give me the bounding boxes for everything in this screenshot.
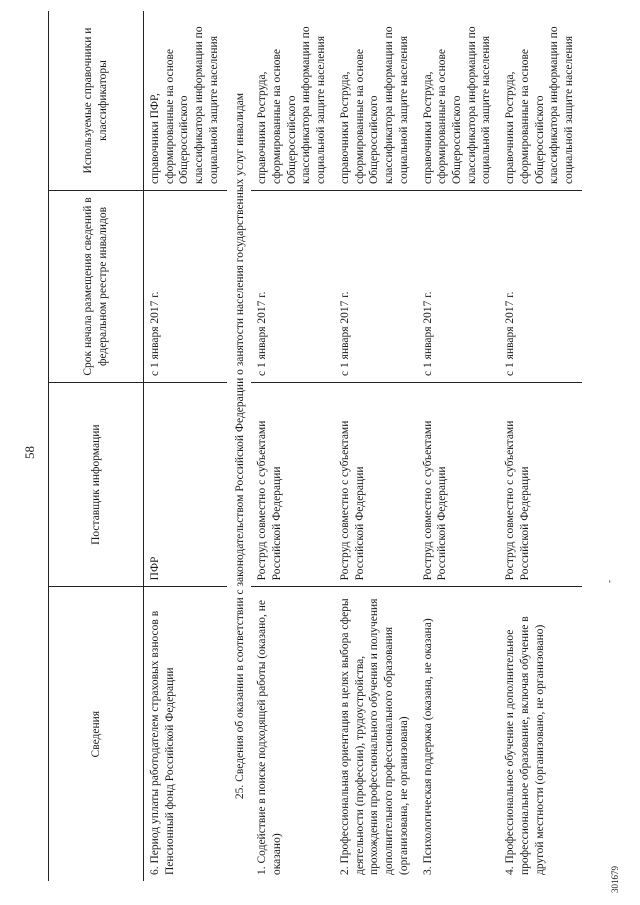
cell-start-date: с 1 января 2017 г. <box>417 191 500 383</box>
cell-references: справочники Роструда, сформированные на основе Общероссийского классификатора информации по социальной защите населения <box>499 11 582 191</box>
table-row <box>499 11 582 881</box>
data-table <box>48 11 582 881</box>
section-title: 25. Сведения об оказании в соответствии с законодательством Российской Федерации о занятости населения государственных услуг инвалидам <box>233 92 246 800</box>
table-header-row <box>49 11 144 881</box>
table-row <box>334 11 417 881</box>
table-row <box>417 11 500 881</box>
page-number: 58 <box>22 446 37 459</box>
table-row <box>144 11 227 881</box>
cell-info: 2. Профессиональная ориентация в целях выбора сферы деятельности (профессии), трудоустройства, прохождения профессионального обучения и получения дополнительного профессионального образования (организована, не организована) <box>338 598 410 875</box>
cell-references: справочники ПФР, сформированные на основе Общероссийского классификатора информации по социальной защите населения <box>144 11 227 191</box>
header-info: Сведения <box>49 587 144 881</box>
header-start-date: Срок начала размещения сведений в федеральном реестре инвалидов <box>49 191 144 383</box>
cell-info: 1. Содействие в поиске подходящей работы (оказано, не оказано) <box>256 599 284 875</box>
table-row <box>251 11 334 881</box>
cell-start-date: с 1 января 2017 г. <box>144 191 227 383</box>
cell-provider: Роструд совместно с субъектами Российской Федерации <box>417 382 500 586</box>
cell-info: 4. Профессиональное обучение и дополнительное профессиональное образование, включая обучение в другой местности (организовано, не организовано) <box>504 616 546 875</box>
cell-info: 6. Период уплаты работодателем страховых взносов в Пенсионный фонд Российской Федерации <box>149 610 176 875</box>
cell-start-date: с 1 января 2017 г. <box>499 191 582 383</box>
cell-start-date: с 1 января 2017 г. <box>334 191 417 383</box>
cell-info: 3. Психологическая поддержка (оказана, не оказана) <box>421 618 434 875</box>
cell-provider: Роструд совместно с субъектами Российской Федерации <box>334 382 417 586</box>
header-references: Используемые справочники и классификаторы <box>49 11 144 191</box>
cell-references: справочники Роструда, сформированные на основе Общероссийского классификатора информации по социальной защите населения <box>334 11 417 191</box>
footer-mark: - <box>604 580 614 583</box>
header-provider: Поставщик информации <box>49 382 144 586</box>
cell-start-date: с 1 января 2017 г. <box>251 191 334 383</box>
document-id: 301679 <box>610 866 620 893</box>
cell-references: справочники Роструда, сформированные на основе Общероссийского классификатора информации по социальной защите населения <box>417 11 500 191</box>
cell-provider: ПФР <box>144 382 227 586</box>
cell-provider: Роструд совместно с субъектами Российской Федерации <box>499 382 582 586</box>
cell-provider: Роструд совместно с субъектами Российской Федерации <box>251 382 334 586</box>
cell-references: справочники Роструда, сформированные на основе Общероссийского классификатора информации по социальной защите населения <box>251 11 334 191</box>
section-row <box>227 11 252 881</box>
